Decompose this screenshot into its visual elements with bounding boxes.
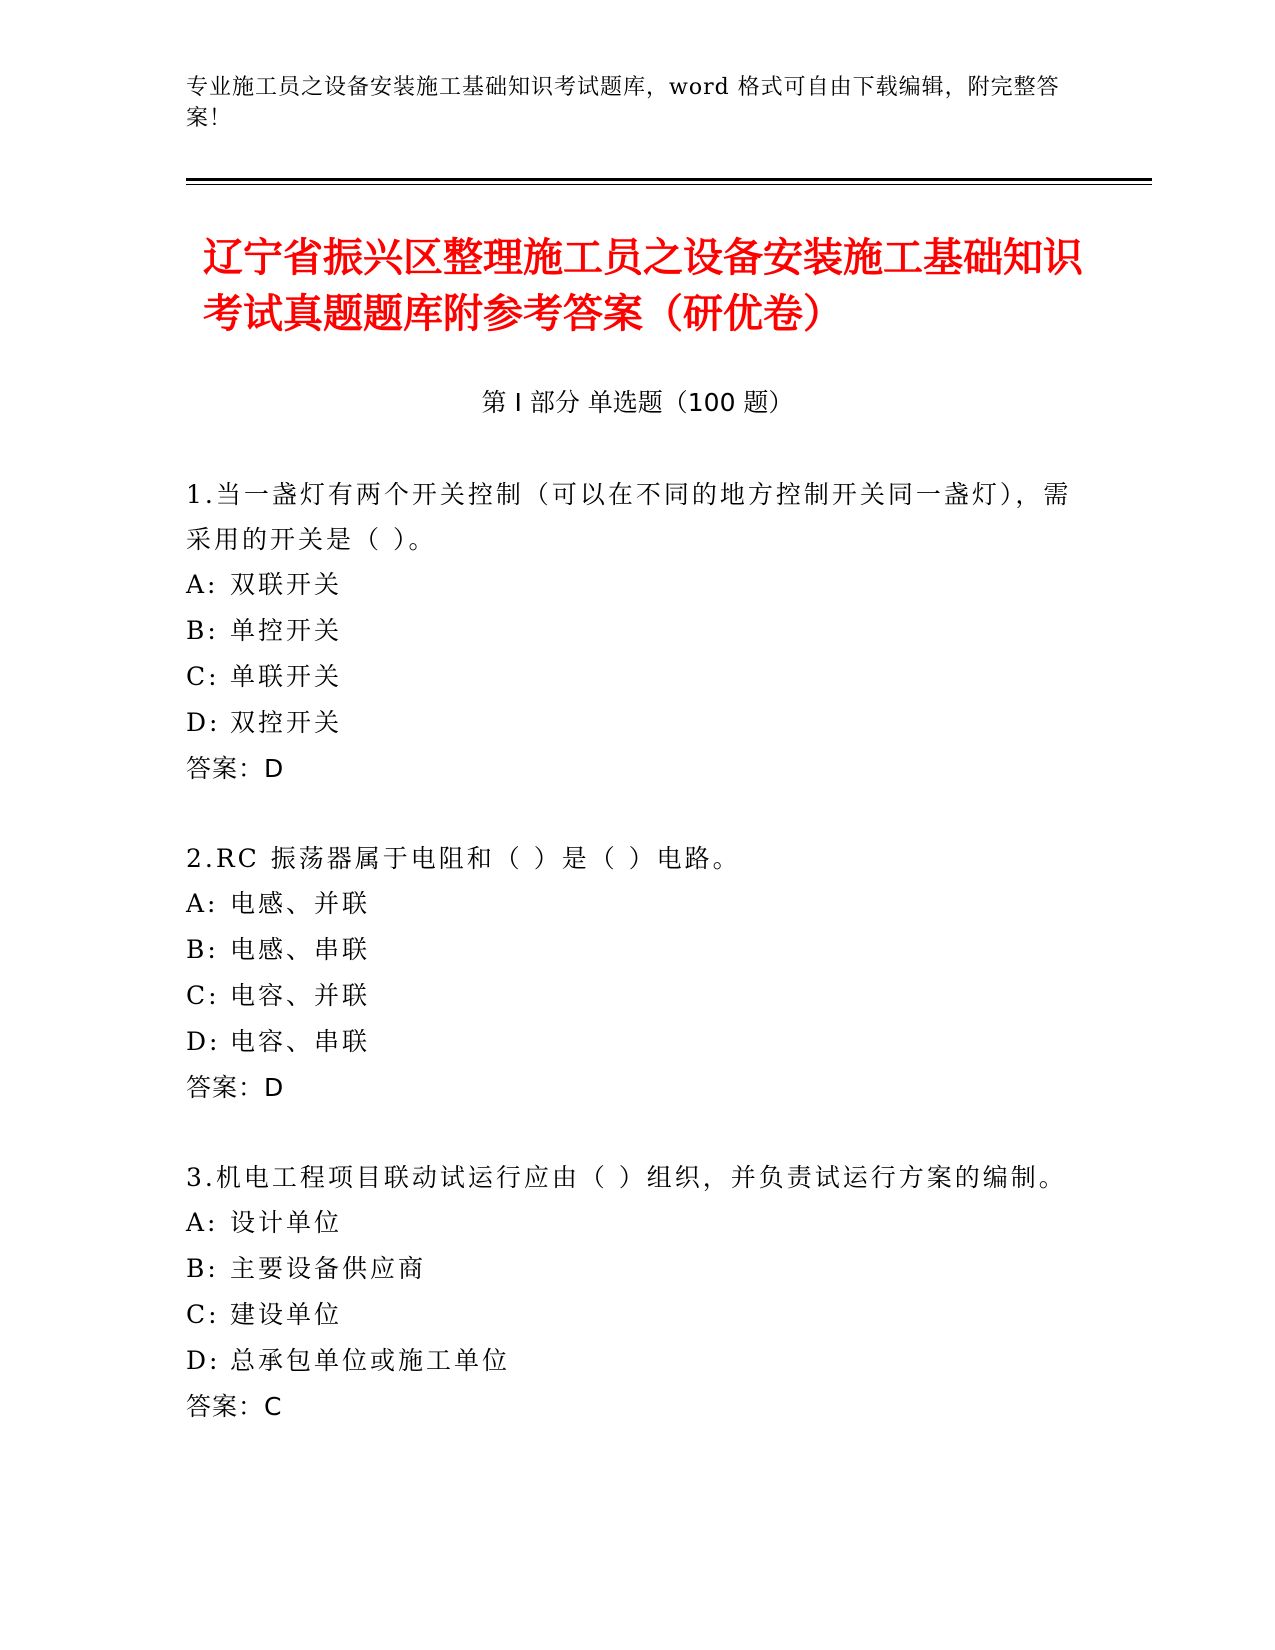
option-text: 主要设备供应商 [230,1254,427,1283]
question-stem: 1.当一盏灯有两个开关控制（可以在不同的地方控制开关同一盏灯），需采用的开关是（ ）。 [186,480,1072,554]
option-key: B: [186,1254,219,1283]
option-b [186,927,1076,973]
option-key: A: [186,570,219,599]
header-divider-thin [186,184,1152,185]
question-block [186,472,1076,792]
option-text: 电容、并联 [230,981,371,1010]
option-text: 双联开关 [230,570,343,599]
option-a [186,562,1076,608]
option-b [186,1246,1076,1292]
option-key: C: [186,981,220,1010]
option-text: 总承包单位或施工单位 [230,1346,511,1375]
option-key: A: [186,1208,219,1237]
option-c [186,973,1076,1019]
option-key: D: [186,1346,221,1375]
option-d [186,700,1076,746]
option-key: D: [186,708,221,737]
option-key: B: [186,935,219,964]
option-text: 单联开关 [230,662,343,691]
option-d [186,1338,1076,1384]
question-stem: 3.机电工程项目联动试运行应由（ ）组织，并负责试运行方案的编制。 [186,1163,1067,1192]
option-text: 建设单位 [230,1300,343,1329]
option-text: 电感、串联 [230,935,371,964]
option-key: A: [186,889,219,918]
section-title: 第 I 部分 单选题（100 题） [481,388,794,417]
answer-line: 答案：C [186,1392,283,1421]
option-key: B: [186,616,219,645]
option-text: 电感、并联 [230,889,371,918]
answer-line: 答案：D [186,1073,285,1102]
option-text: 设计单位 [230,1208,343,1237]
option-text: 电容、串联 [230,1027,371,1056]
option-key: C: [186,1300,220,1329]
option-c [186,1292,1076,1338]
option-c [186,654,1076,700]
option-d [186,1019,1076,1065]
header-note: 专业施工员之设备安装施工基础知识考试题库，word 格式可自由下载编辑，附完整答案！ [186,75,1060,131]
option-b [186,608,1076,654]
option-text: 单控开关 [230,616,343,645]
answer-line: 答案：D [186,754,285,783]
option-a [186,1200,1076,1246]
option-text: 双控开关 [230,708,343,737]
option-key: D: [186,1027,221,1056]
option-key: C: [186,662,220,691]
question-block [186,1155,1076,1430]
question-block [186,836,1076,1111]
document-title: 辽宁省振兴区整理施工员之设备安装施工基础知识考试真题题库附参考答案（研优卷） [203,235,1083,337]
header-divider-thick [186,178,1152,181]
option-a [186,881,1076,927]
question-stem: 2.RC 振荡器属于电阻和（ ）是（ ）电路。 [186,844,741,873]
